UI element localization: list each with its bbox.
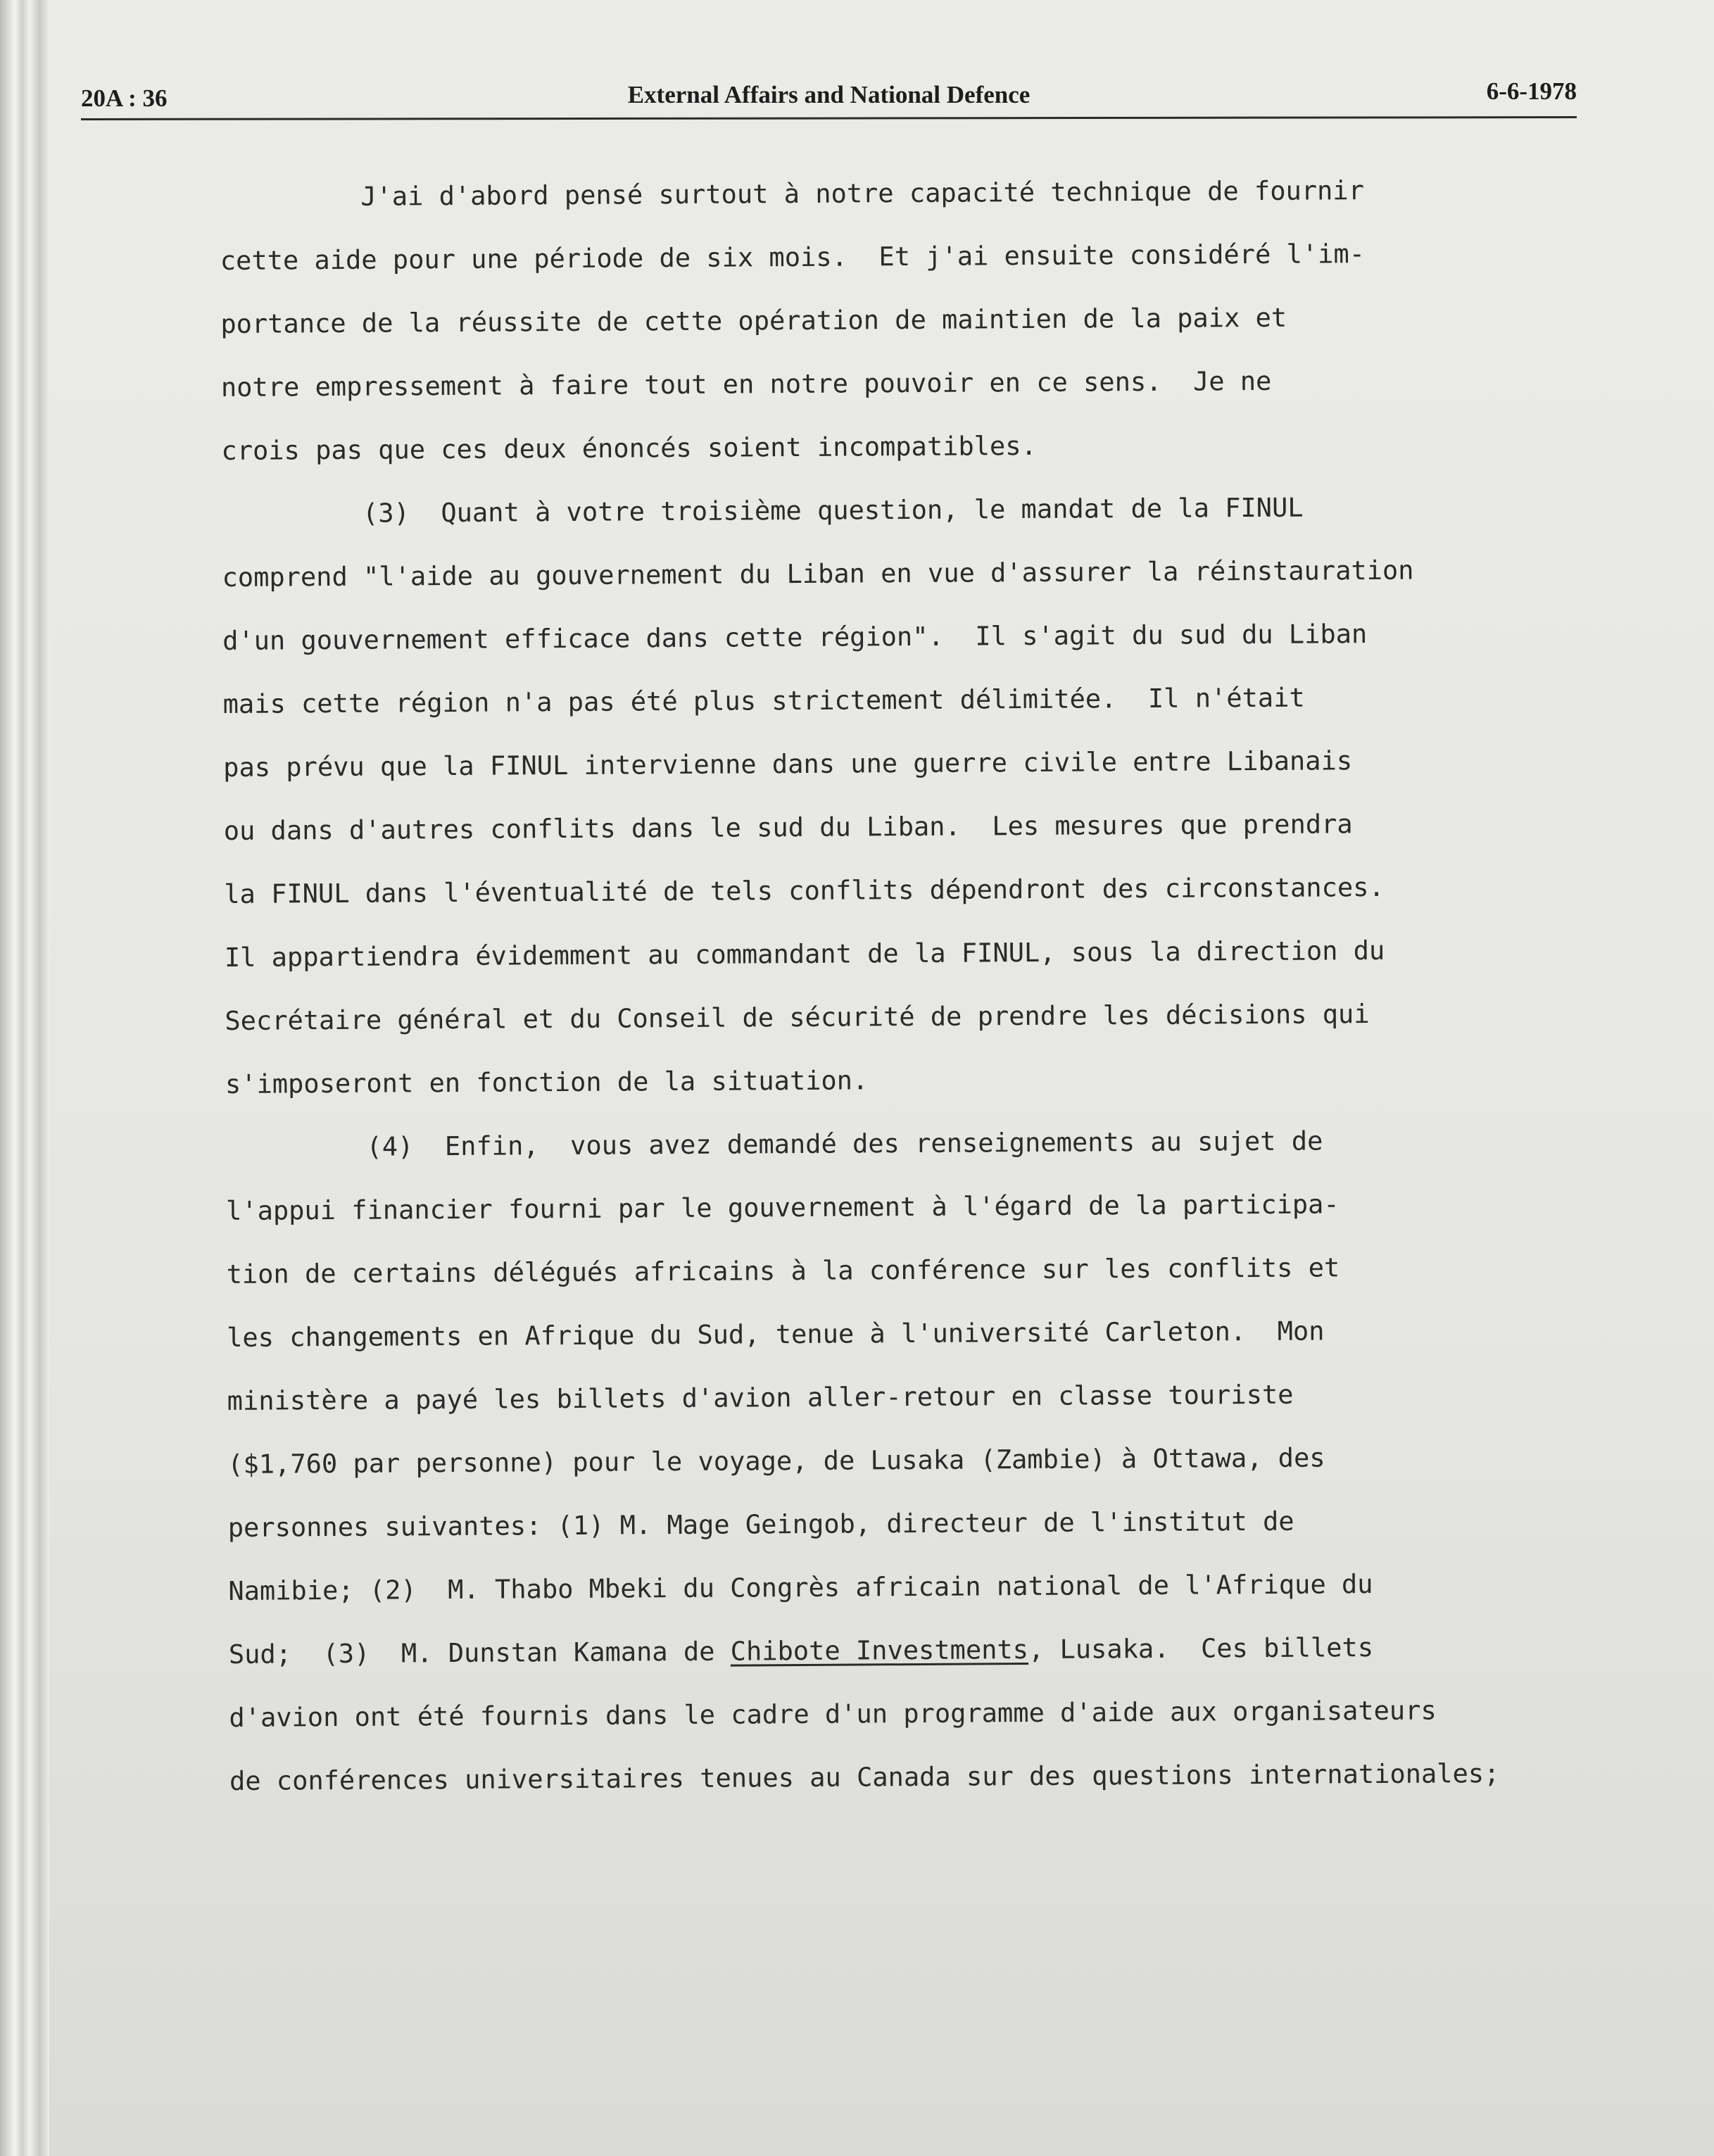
- text-line: Il appartiendra évidemment au commandant de la FINUL, sous la direction du: [224, 935, 1385, 973]
- text-line: Namibie; (2) M. Thabo Mbeki du Congrès africain national de l'Afrique du: [228, 1569, 1373, 1606]
- running-title: External Affairs and National Defence: [627, 81, 1031, 108]
- text-line: mais cette région n'a pas été plus strictement délimitée. Il n'était: [222, 682, 1305, 719]
- text-line: (4) Enfin, vous avez demandé des renseignements au sujet de: [366, 1126, 1323, 1162]
- text-line: ou dans d'autres conflits dans le sud du Liban. Les mesures que prendra: [223, 809, 1353, 846]
- text-line: la FINUL dans l'éventualité de tels conflits dépendront des circonstances.: [224, 871, 1385, 909]
- text-line: J'ai d'abord pensé surtout à notre capacité technique de fournir: [360, 175, 1365, 212]
- text-segment: , Lusaka. Ces billets: [1028, 1632, 1374, 1665]
- text-line: comprend "l'aide au gouvernement du Liban en vue d'assurer la réinstauration: [222, 555, 1414, 593]
- text-line: crois pas que ces deux énoncés soient incompatibles.: [221, 430, 1037, 466]
- text-line: notre empressement à faire tout en notre pouvoir en ce sens. Je ne: [220, 365, 1272, 403]
- text-line: tion de certains délégués africains à la conférence sur les conflits et: [226, 1252, 1340, 1290]
- text-segment: Sud; (3) M. Dunstan Kamana de: [228, 1636, 731, 1670]
- underlined-company-name: Chibote Investments: [730, 1634, 1029, 1667]
- page-date: 6-6-1978: [1486, 77, 1577, 105]
- text-line: s'imposeront en fonction de la situation.: [225, 1065, 869, 1099]
- page-reference: 20A : 36: [81, 84, 168, 112]
- text-line: ministère a payé les billets d'avion aller-retour en classe touriste: [227, 1379, 1294, 1416]
- text-line-mixed: [229, 1615, 1567, 1687]
- text-line: pas prévu que la FINUL intervienne dans une guerre civile entre Libanais: [223, 745, 1353, 783]
- text-line: portance de la réussite de cette opération de maintien de la paix et: [220, 302, 1287, 339]
- text-line: d'avion ont été fournis dans le cadre d'un programme d'aide aux organisateurs: [229, 1695, 1437, 1733]
- text-line: l'appui financier fourni par le gouvernement à l'égard de la participa-: [225, 1189, 1340, 1226]
- text-line: de conférences universitaires tenues au Canada sur des questions internationales;: [229, 1758, 1500, 1796]
- body-text: [220, 158, 1567, 1813]
- text-line: ($1,760 par personne) pour le voyage, de Lusaka (Zambie) à Ottawa, des: [227, 1442, 1325, 1480]
- text-line: (3) Quant à votre troisième question, le mandat de la FINUL: [362, 492, 1304, 529]
- page-header: [81, 77, 1577, 120]
- text-line: d'un gouvernement efficace dans cette région". Il s'agit du sud du Liban: [222, 619, 1368, 656]
- text-line: les changements en Afrique du Sud, tenue à l'université Carleton. Mon: [227, 1316, 1325, 1353]
- page-stack-edge: [0, 0, 49, 2156]
- text-line: cette aide pour une période de six mois. Et j'ai ensuite considéré l'im-: [220, 239, 1366, 276]
- text-line: Secrétaire général et du Conseil de sécurité de prendre les décisions qui: [225, 999, 1370, 1036]
- text-line: personnes suivantes: (1) M. Mage Geingob, directeur de l'institut de: [227, 1506, 1294, 1543]
